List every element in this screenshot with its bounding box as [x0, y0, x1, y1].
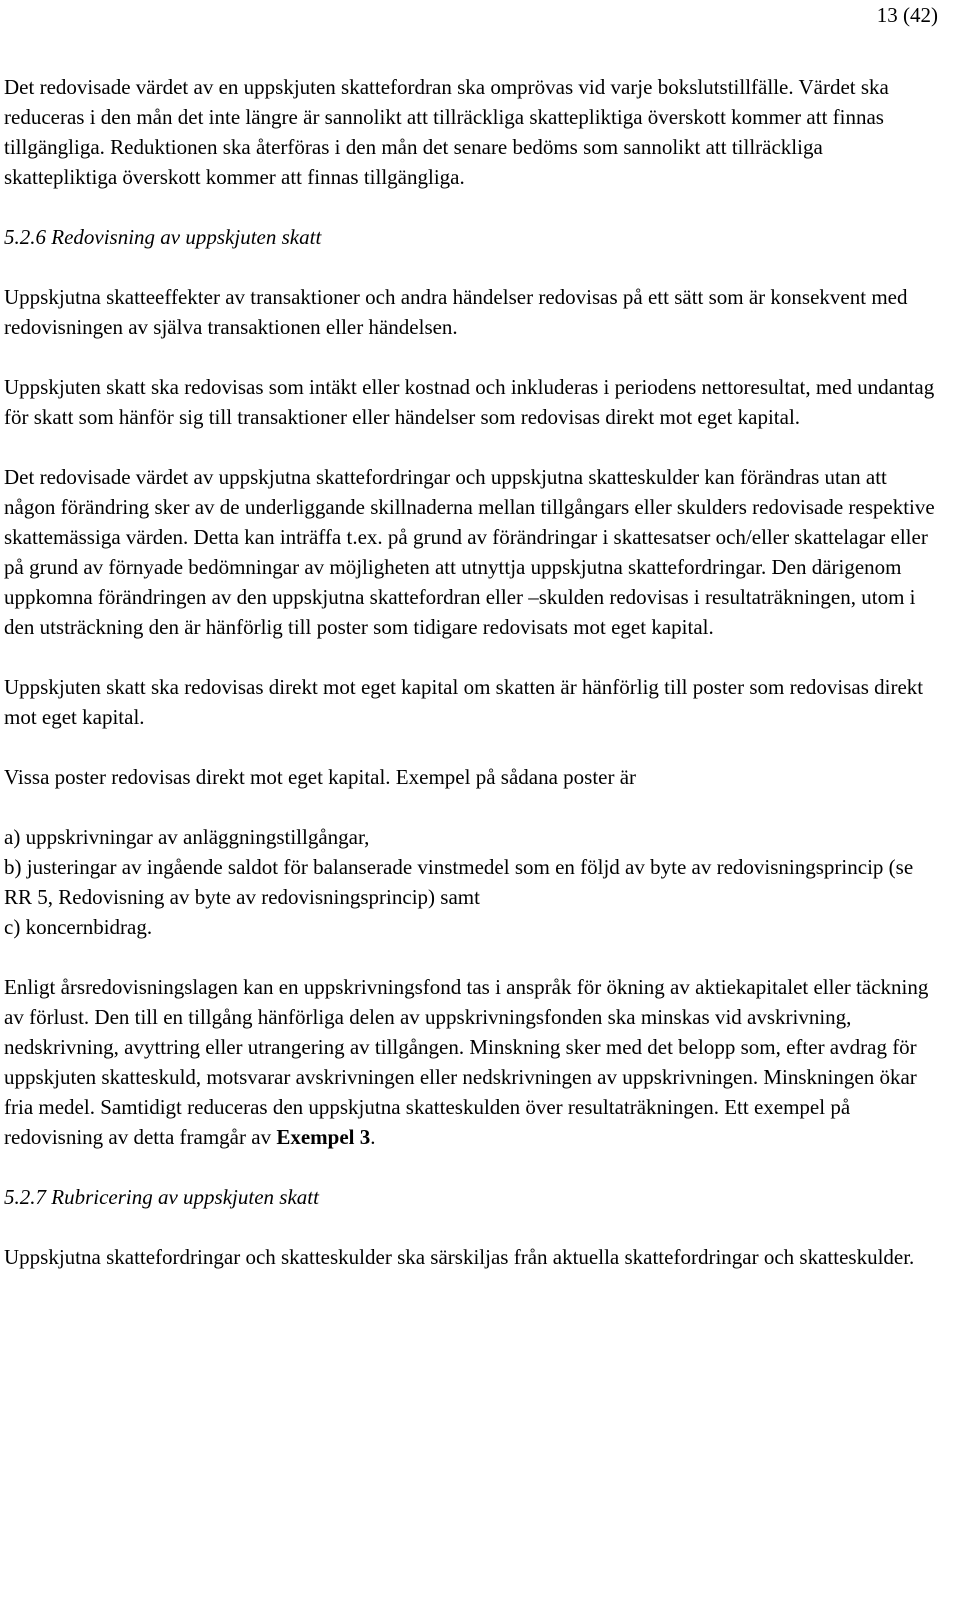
- document-body: [4, 72, 940, 1302]
- paragraph-end-punctuation: .: [370, 1125, 376, 1149]
- paragraph-deferred-tax-asset-review: Det redovisade värdet av en uppskjuten skattefordran ska omprövas vid varje bokslutstillfälle. Värdet ska reduceras i den mån det inte längre är sannolikt att tillräckliga skattepliktiga överskott kommer att finnas tillgängliga. Reduktionen ska återföras i den mån det senare bedöms som sannolikt att tillräckliga skattepliktiga överskott kommer att finnas tillgängliga.: [4, 75, 889, 189]
- paragraph-tax-effects-consistency: Uppskjutna skatteeffekter av transaktioner och andra händelser redovisas på ett sätt som är konsekvent med redovisningen av själva transaktionen eller händelsen.: [4, 285, 908, 339]
- paragraph-classification: Uppskjutna skattefordringar och skatteskulder ska särskiljas från aktuella skattefordringar och skatteskulder.: [4, 1245, 915, 1269]
- paragraph-carrying-amount-changes: Det redovisade värdet av uppskjutna skattefordringar och uppskjutna skatteskulder kan förändras utan att någon förändring sker av de underliggande skillnaderna mellan tillgångars eller skulders redovisade respektive skattemässiga värden. Detta kan inträffa t.ex. på grund av förändringar i skattesatser och/eller skattelagar eller på grund av förnyade bedömningar av möjligheten att utnyttja uppskjutna skattefordringar. Den därigenom uppkomna förändringen av den uppskjutna skattefordran eller –skulden redovisas i resultaträkningen, utom i den utsträckning den är hänförlig till poster som tidigare redovisats mot eget kapital.: [4, 465, 935, 639]
- paragraph-revaluation-text: Enligt årsredovisningslagen kan en uppskrivningsfond tas i anspråk för ökning av aktiekapitalet eller täckning av förlust. Den till en tillgång hänförliga delen av uppskrivningsfonden ska minskas vid avskrivning, nedskrivning, avyttring eller utrangering av tillgången. Minskning sker med det belopp som, efter avdrag för uppskjuten skatteskuld, motsvarar avskrivningen eller nedskrivningen av uppskrivningen. Minskningen ökar fria medel. Samtidigt reduceras den uppskjutna skatteskulden över resultaträkningen. Ett exempel på redovisning av detta framgår av: [4, 975, 929, 1149]
- example-3-reference: Exempel 3: [276, 1125, 371, 1149]
- paragraph-income-or-expense: Uppskjuten skatt ska redovisas som intäkt eller kostnad och inkluderas i periodens nettoresultat, med undantag för skatt som hänför sig till transaktioner eller händelser som redovisas direkt mot eget kapital.: [4, 375, 935, 429]
- paragraph-examples-intro: Vissa poster redovisas direkt mot eget kapital. Exempel på sådana poster är: [4, 765, 637, 789]
- paragraph-directly-to-equity: Uppskjuten skatt ska redovisas direkt mot eget kapital om skatten är hänförlig till poster som redovisas direkt mot eget kapital.: [4, 675, 924, 729]
- list-item: b) justeringar av ingående saldot för balanserade vinstmedel som en följd av byte av redovisningsprincip (se RR 5, Redovisning av byte av redovisningsprincip) samt: [4, 855, 914, 909]
- page-number: 13 (42): [876, 3, 938, 27]
- section-heading-5-2-6: 5.2.6 Redovisning av uppskjuten skatt: [4, 225, 322, 249]
- section-heading-5-2-7: 5.2.7 Rubricering av uppskjuten skatt: [4, 1185, 319, 1209]
- list-item: a) uppskrivningar av anläggningstillgångar,: [4, 825, 370, 849]
- list-item: c) koncernbidrag.: [4, 915, 153, 939]
- paragraph-revaluation-reserve: [4, 972, 940, 1152]
- equity-items-list: [4, 822, 940, 942]
